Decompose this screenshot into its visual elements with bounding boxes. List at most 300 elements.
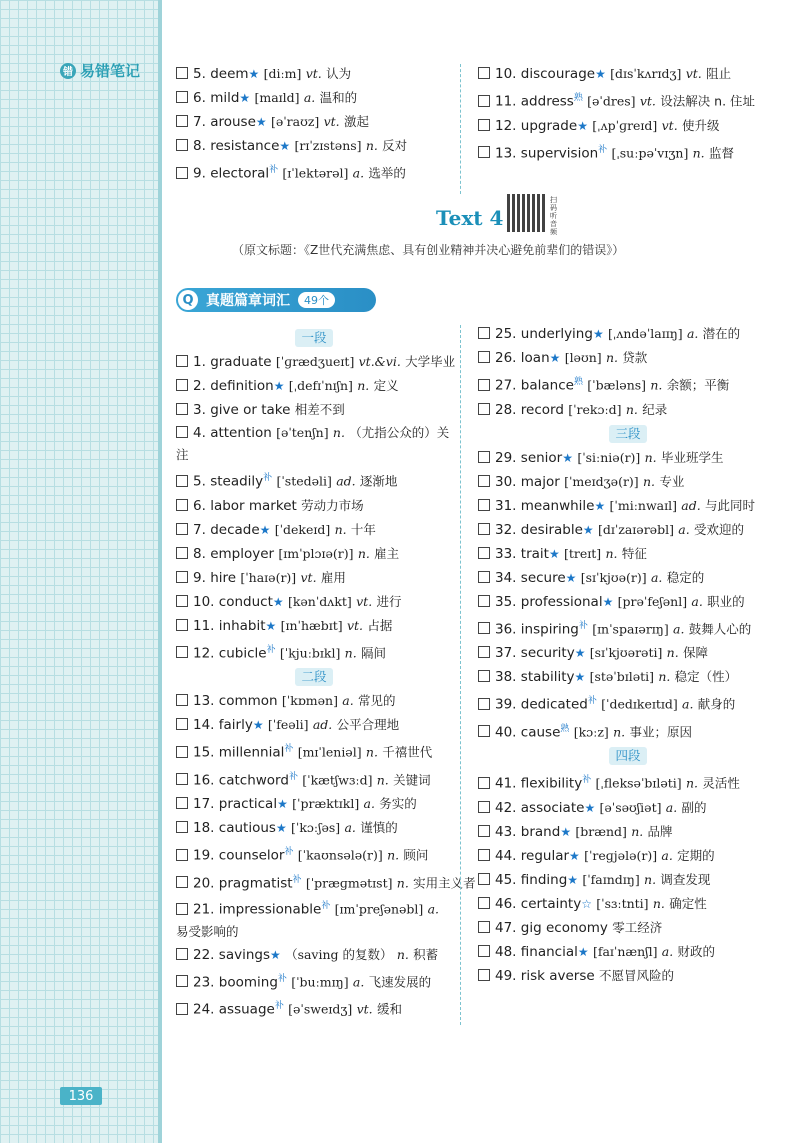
entry-mark: 补 [266,644,276,655]
checkbox[interactable] [478,670,490,682]
entry-mark: ★ [594,498,606,513]
entry-mark: 补 [277,973,287,984]
entry-meaning: 稳定的 [666,569,705,585]
entry-mark: 补 [582,775,592,785]
vocab-entry [176,765,452,793]
entry-mark: ★ [565,570,577,585]
vocab-entry [176,86,456,110]
entry-number: 31. [495,497,517,514]
section-banner [176,288,376,312]
entry-mark: ★ [259,522,271,537]
checkbox[interactable] [176,426,188,438]
checkbox[interactable] [176,773,188,785]
vocab-entry [478,892,778,916]
entry-word: resistance [210,138,280,154]
checkbox[interactable] [478,897,490,909]
entry-number: 26. [495,350,517,366]
entry-phonetic: [treɪt] [564,545,602,561]
checkbox[interactable] [478,646,490,658]
vocab-entry [176,689,452,713]
entry-mark: ★ [252,718,264,732]
entry-meaning: 品牌 [647,823,673,839]
entry-phonetic: [sɪˈkjʊə(r)] [580,569,647,585]
entry-mark: 补 [321,901,331,911]
entry-part-of-speech: n. [376,772,389,787]
checkbox[interactable] [478,547,490,559]
entry-meaning: 确定性 [669,895,707,911]
entry-phonetic: [ˈdekeɪd] [274,521,331,537]
entry-number: 38. [495,669,517,685]
checkbox[interactable] [478,622,490,634]
vocab-entry [176,422,452,466]
entry-meaning: 占据 [367,617,393,633]
entry-phonetic: [ˈpræɡmətɪst] [305,875,393,890]
entry-number: 33. [495,545,517,562]
entry-meaning: 零工经济 [612,919,663,935]
entry-number: 15. [193,744,215,761]
entry-number: 7. [193,521,206,538]
entry-number: 8. [193,138,206,154]
entry-meaning: 雇用 [320,569,346,585]
vocab-list-right [478,322,778,988]
page-number: 136 [60,1087,102,1105]
entry-word: flexibility [520,775,583,792]
entry-number: 18. [193,820,215,836]
vocab-entry [176,840,452,868]
entry-phonetic: [ˈrekɔːd] [568,401,622,417]
entry-word: give or take [210,402,291,418]
entry-word: balance [520,377,574,394]
entry-meaning: 温和的 [319,90,358,105]
entry-meaning: 定义 [373,378,399,393]
entry-mark: ★ [270,947,281,962]
entry-mark: 补 [284,744,294,754]
entry-part-of-speech: n. [605,350,618,365]
entry-part-of-speech: n. [334,521,347,537]
entry-number: 36. [495,621,517,637]
section-heading-row [478,744,778,768]
entry-part-of-speech: a. [691,593,703,609]
entry-number: 22. [193,946,215,963]
entry-mark: ★ [265,618,277,633]
entry-word: cautious [218,820,276,836]
entry-meaning: 易受影响的 [176,923,239,939]
checkbox[interactable] [176,821,188,833]
entry-part-of-speech: n. [644,449,657,465]
checkbox[interactable] [478,67,490,79]
entry-meaning: 献身的 [697,696,736,712]
entry-phonetic: [ɪnˈspaɪərɪŋ] [592,621,669,636]
entry-mark: ★ [560,824,572,839]
checkbox[interactable] [478,969,490,981]
checkbox[interactable] [176,1003,188,1015]
entry-word: definition [210,378,274,394]
entry-word: discourage [520,66,596,82]
entry-word: secure [520,569,566,586]
section-heading-row [176,326,452,350]
checkbox[interactable] [478,403,490,415]
checkbox[interactable] [478,921,490,933]
vocab-entry [176,466,452,494]
vocab-entry [478,346,778,370]
entry-number: 24. [193,1001,215,1018]
checkbox[interactable] [478,725,490,737]
entry-part-of-speech: n. [666,645,679,660]
checkbox[interactable] [478,119,490,131]
entry-word: address [520,93,574,110]
checkbox[interactable] [176,876,188,888]
entry-meaning: 务实的 [379,796,417,811]
entry-part-of-speech: vt. [323,114,340,129]
entry-word: security [520,645,575,661]
entry-phonetic: [ˈsɜːtnti] [596,895,649,911]
entry-number: 25. [495,326,517,342]
vocab-entry [478,114,778,138]
entry-word: desirable [520,521,583,538]
checkbox[interactable] [478,801,490,813]
checkbox[interactable] [176,948,188,960]
checkbox[interactable] [176,619,188,631]
checkbox[interactable] [176,646,188,658]
checkbox[interactable] [478,351,490,363]
vocab-entry [176,816,452,840]
checkbox[interactable] [478,698,490,710]
vocab-entry [176,994,452,1022]
vocab-entry [478,665,778,689]
entry-meaning: 常见的 [358,693,396,708]
entry-phonetic: [ˈmiːnwaɪl] [609,497,677,513]
vocab-entry [478,916,778,940]
entry-phonetic: [ˈfeəli] [267,717,309,732]
checkbox[interactable] [176,903,188,915]
checkbox[interactable] [176,694,188,706]
entry-word: financial [520,943,578,960]
entry-word: gig economy [520,919,608,936]
checkbox[interactable] [176,167,188,179]
entry-mark: 熟 [560,723,570,734]
entry-meaning: 激起 [343,114,369,129]
checkbox[interactable] [176,115,188,127]
entry-mark: ☆ [581,896,592,911]
vocab-entry [478,494,778,518]
entry-phonetic: [ˈstedəli] [276,473,332,489]
checkbox[interactable] [478,777,490,789]
entry-word: trait [520,545,549,562]
checkbox[interactable] [176,139,188,151]
entry-word: risk averse [520,967,595,984]
checkbox[interactable] [176,849,188,861]
vocab-entry [176,566,452,590]
entry-part-of-speech: a. [682,696,694,712]
entry-meaning: 实用主义者 [413,875,476,890]
entry-word: associate [520,799,585,816]
entry-mark: 补 [284,847,294,857]
entry-word: underlying [520,326,593,342]
entry-part-of-speech: a. [352,165,365,181]
checkbox[interactable] [176,797,188,809]
checkbox[interactable] [176,91,188,103]
entry-mark: ★ [277,797,288,811]
entry-phonetic: [əˈsweɪdʒ] [288,1001,353,1017]
entry-part-of-speech: n. [652,895,665,911]
checkbox[interactable] [478,499,490,511]
entry-part-of-speech: a. [344,820,356,835]
checkbox[interactable] [478,945,490,957]
vocab-entry [478,614,778,642]
entry-meaning: 财政的 [677,943,715,959]
entry-meaning: 顾问 [403,847,429,863]
entry-phonetic: （saving 的复数） [285,946,393,962]
checkbox[interactable] [176,67,188,79]
entry-mark: 补 [587,696,597,706]
vocab-entry [176,737,452,765]
entry-word: inspiring [520,621,579,637]
entry-number: 9. [193,569,206,586]
entry-phonetic: [ɪˈlektərəl] [282,165,349,181]
checkbox[interactable] [478,379,490,391]
checkbox[interactable] [478,451,490,463]
entry-word: major [520,473,560,490]
entry-number: 42. [495,799,517,816]
entry-part-of-speech: n. [658,669,671,684]
vocab-entry [478,844,778,868]
checkbox[interactable] [176,355,188,367]
entry-phonetic: [əˈdres] [587,93,636,109]
entry-phonetic: [stəˈbɪləti] [589,669,655,684]
entry-part-of-speech: vt. [639,93,656,109]
entry-part-of-speech: a. [363,796,375,811]
vocab-entry [478,398,778,422]
checkbox[interactable] [478,523,490,535]
entry-phonetic: [sɪˈkjʊərəti] [589,645,663,660]
entry-meaning: 潜在的 [702,326,741,341]
checkbox[interactable] [176,571,188,583]
entry-part-of-speech: a. [352,974,365,989]
checkbox[interactable] [176,499,188,511]
checkbox[interactable] [176,523,188,535]
entry-mark: ★ [577,118,588,133]
entry-phonetic: [ˈmeɪdʒə(r)] [564,473,639,489]
entry-phonetic: [əˈtenʃn] [276,425,329,440]
entry-part-of-speech: vt. [661,117,678,133]
checkbox[interactable] [176,975,188,987]
entry-phonetic: [kənˈdʌkt] [287,593,352,609]
entry-word: labor market [210,497,297,514]
entry-phonetic: [prəˈfeʃənl] [617,593,688,609]
entry-number: 37. [495,645,517,661]
checkbox[interactable] [478,825,490,837]
entry-number: 41. [495,775,517,792]
entry-number: 2. [193,378,206,394]
brand-label [60,60,140,81]
vocab-list-left [176,326,476,1022]
entry-word: catchword [218,772,289,788]
entry-number: 6. [193,90,206,106]
entry-word: upgrade [520,117,578,134]
entry-word: arouse [210,114,256,130]
checkbox[interactable] [176,379,188,391]
entry-meaning: 公平合理地 [336,717,400,732]
qr-label: 扫码听音频 [550,196,557,236]
entry-number: 10. [495,66,517,82]
qr-code-icon[interactable] [507,194,545,232]
checkbox[interactable] [478,873,490,885]
entry-mark: ★ [569,848,580,863]
entry-meaning: 谨慎的 [360,820,398,835]
checkbox[interactable] [478,571,490,583]
vocab-entry [176,614,452,638]
entry-mark: ★ [592,327,604,341]
entry-mark: 补 [578,620,588,631]
text-title: Text 4 [436,206,504,230]
entry-number: 9. [193,165,206,182]
entry-mark: ★ [595,67,606,81]
checkbox[interactable] [478,95,490,107]
entry-meaning: 设法解决 n. 住址 [660,93,756,109]
entry-part-of-speech: vt. [685,66,702,81]
entry-number: 5. [193,66,206,82]
entry-phonetic: [faɪˈnænʃl] [592,943,658,959]
vocab-entry [478,641,778,665]
entry-meaning: 雇主 [374,545,400,561]
entry-mark: 补 [288,771,298,782]
entry-meaning: 副的 [681,799,707,815]
entry-meaning: 关键词 [393,772,431,787]
entry-mark: 补 [292,874,302,885]
entry-meaning: 定期的 [677,847,715,863]
entry-part-of-speech: n. [357,378,370,393]
entry-word: professional [520,593,603,610]
section-heading-row [478,422,778,446]
vocab-entry [478,964,778,988]
entry-part-of-speech: n. [365,138,378,153]
entry-part-of-speech: n. [613,724,626,739]
entry-number: 11. [495,93,517,110]
entry-meaning: 十年 [350,521,376,537]
banner-count: 49个 [298,292,335,308]
entry-number: 17. [193,796,215,812]
vocab-entry [478,138,778,166]
entry-word: practical [218,796,278,812]
entry-word: counselor [218,847,285,864]
section-heading: 二段 [295,668,332,686]
entry-meaning: 灵活性 [702,775,740,791]
entry-phonetic: [diːm] [263,66,302,81]
entry-meaning: 进行 [376,593,402,609]
checkbox[interactable] [478,849,490,861]
entry-word: employer [210,545,275,562]
entry-number: 13. [193,693,215,709]
entry-part-of-speech: n. [685,775,699,791]
checkbox[interactable] [176,403,188,415]
entry-number: 27. [495,377,517,394]
checkbox[interactable] [176,746,188,758]
entry-phonetic: [ˈkɔːʃəs] [291,820,341,835]
checkbox[interactable] [176,547,188,559]
section-heading: 一段 [295,329,332,347]
vocab-entry [478,542,778,566]
entry-number: 21. [193,901,215,918]
entry-phonetic: [ˌʌndəˈlaɪɪŋ] [608,326,683,341]
checkbox[interactable] [478,327,490,339]
vocab-entry [176,110,456,134]
entry-number: 6. [193,497,206,514]
vocab-entry [478,62,778,86]
entry-meaning: 保障 [682,645,708,660]
entry-meaning: 受欢迎的 [693,521,744,537]
entry-mark: ★ [239,91,251,105]
entry-part-of-speech: a. [686,326,699,341]
grid-margin [0,0,160,1143]
entry-meaning: 飞速发展的 [368,974,432,989]
entry-word: steadily [210,473,264,490]
checkbox[interactable] [176,475,188,487]
entry-mark: ★ [275,821,287,835]
vocab-list-top-right [478,62,778,165]
entry-mark: ★ [562,450,574,465]
entry-number: 39. [495,696,517,713]
entry-meaning: 毕业班学生 [660,449,724,465]
entry-phonetic: [kɔːz] [573,724,609,739]
entry-number: 49. [495,967,517,984]
entry-part-of-speech: n. [365,744,378,760]
entry-part-of-speech: a. [673,621,685,636]
entry-phonetic: [ˌʌpˈɡreɪd] [592,117,658,133]
checkbox[interactable] [478,595,490,607]
vocab-entry [176,638,452,666]
entry-meaning: 鼓舞人心的 [688,621,752,636]
entry-mark: ★ [548,546,560,561]
entry-word: cubicle [218,645,267,661]
vocab-entry [176,134,456,158]
entry-phonetic: [ˈhaɪə(r)] [240,569,297,585]
entry-phonetic: [ˈsiːniə(r)] [577,449,641,465]
entry-number: 4. [193,425,206,441]
vocab-entry [478,86,778,114]
vocab-entry [478,820,778,844]
entry-phonetic: [maɪld] [254,90,300,105]
checkbox[interactable] [478,146,490,158]
entry-number: 13. [495,145,517,161]
vocab-entry [176,62,456,86]
checkbox[interactable] [478,475,490,487]
entry-number: 5. [193,473,206,490]
vocab-entry [176,350,456,374]
entry-part-of-speech: vt. [356,1001,373,1017]
brand-text: 易错笔记 [80,62,141,80]
entry-meaning: 不愿冒风险的 [598,967,674,983]
checkbox[interactable] [176,595,188,607]
checkbox[interactable] [176,718,188,730]
entry-part-of-speech: n. [650,377,663,393]
entry-meaning: 积蓄 [413,946,439,962]
entry-phonetic: [ɪnˈhæbɪt] [280,617,343,633]
entry-phonetic: [ləʊn] [564,350,602,365]
entry-mark: ★ [567,872,579,887]
entry-phonetic: [əˈraʊz] [270,114,320,129]
vocab-entry [176,542,452,566]
entry-mark: ★ [273,379,285,393]
entry-phonetic: [ˈbuːmɪŋ] [291,974,349,989]
entry-mark: ★ [248,67,260,81]
entry-mark: ★ [584,800,596,815]
entry-part-of-speech: n. [605,545,618,561]
entry-phonetic: [ˈreɡjələ(r)] [584,847,658,863]
entry-word: supervision [520,145,599,161]
entry-mark: ★ [255,115,267,129]
entry-part-of-speech: n. [631,823,644,839]
entry-phonetic: [əˈsəʊʃiət] [599,799,662,815]
